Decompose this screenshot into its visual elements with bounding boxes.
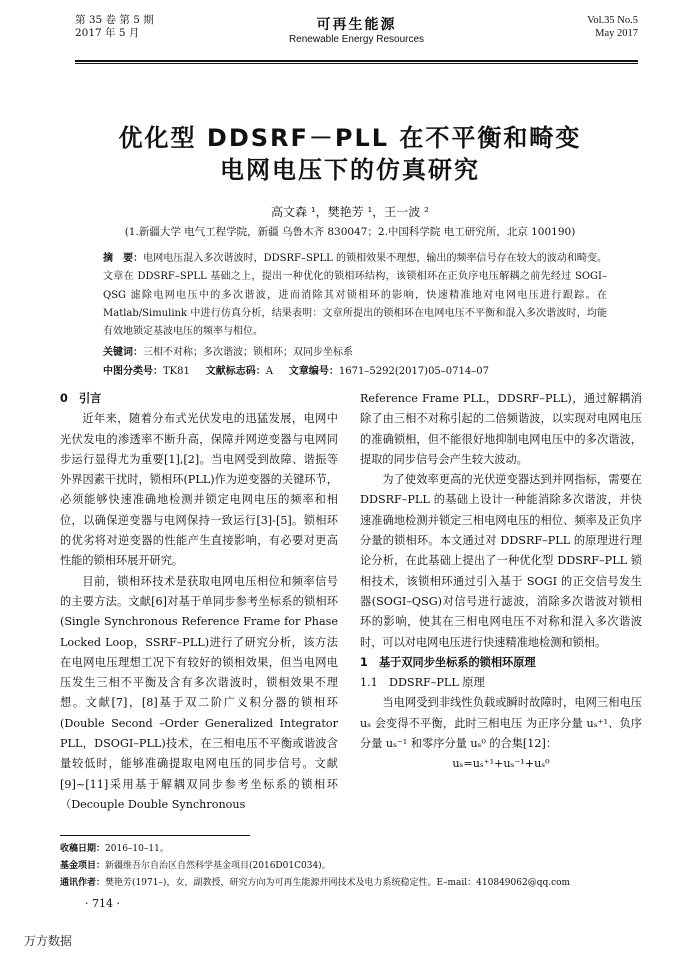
volume-cn: 第 35 卷 第 5 期 xyxy=(75,14,154,26)
journal-name-en: Renewable Energy Resources xyxy=(288,34,425,45)
page-number: · 714 · xyxy=(85,897,120,910)
header-right xyxy=(587,14,638,40)
articleno-label: 文章编号： xyxy=(288,366,339,377)
footnote-author: 通讯作者：樊艳芳(1971–)，女，副教授，研究方向为可再生能源并网技术及电力系统稳定性。E–mail：410849062@qq.com xyxy=(60,878,571,888)
journal-name-cn: 可再生能源 xyxy=(316,17,397,33)
watermark: 万方数据 xyxy=(24,934,73,948)
articleno-value: 1671–5292(2017)05–0714–07 xyxy=(338,366,489,377)
doccode-value: A xyxy=(265,366,274,377)
section-1-heading: 1 基于双同步坐标系的锁相环原理 xyxy=(360,655,536,669)
authors: 高文森 ¹，樊艳芳 ¹，王一波 ² xyxy=(271,205,429,219)
section-0-heading: 0 引言 xyxy=(60,392,102,405)
volume-en: Vol.35 No.5 xyxy=(587,15,638,26)
date-cn: 2017 年 5 月 xyxy=(75,27,140,39)
paragraph: 为了使效率更高的光伏逆变器达到并网指标，需要在 DDSRF–PLL 的基础上设计一种能消除多次谐波，并快速准确地检测并锁定三相电网电压的相位、频率及正负序分量的锁相环。本文通过对 DDSRF–PLL 的原理进行理论分析，在此基础上提出了一种优化型 DDSRF–PLL 锁相技术，该锁相环通过引入基于 SOGI 的正交信号发生器(SOGI–QSG)对信号进行滤波，消除多次谐波对锁相环的影响，使其在三相电网电压不对称和混入多次谐波时，可以对电网电压进行快速精准地检测和锁相。 xyxy=(360,473,642,649)
equation-1: uₛ=uₛ⁺¹+uₛ⁻¹+uₛ⁰ xyxy=(452,757,550,771)
footnote-rule xyxy=(60,835,250,836)
clc-value: TK81 xyxy=(163,366,190,377)
running-header xyxy=(75,14,638,60)
left-column xyxy=(60,389,338,815)
classification-line xyxy=(103,362,607,377)
keywords-label: 关键词： xyxy=(103,347,143,358)
abstract-label: 摘 要： xyxy=(103,253,144,264)
title-line-1: 优化型 DDSRF－PLL 在不平衡和畸变 xyxy=(118,124,582,152)
header-center xyxy=(75,14,638,45)
paragraph: Reference Frame PLL，DDSRF–PLL)，通过解耦消除了由三相不对称引起的二倍频谐波，以实现对电网电压的准确锁相，但不能很好地抑制电网电压中的多次谐波，提取的同步信号会产生较大波动。 xyxy=(360,392,642,466)
footnote-fund: 基金项目：新疆维吾尔自治区自然科学基金项目(2016D01C034)。 xyxy=(60,861,331,871)
keywords-text: 三相不对称；多次谐波；锁相环；双同步坐标系 xyxy=(143,347,353,358)
footnotes xyxy=(60,841,640,892)
paper-title xyxy=(60,122,640,186)
title-line-2: 电网电压下的仿真研究 xyxy=(220,156,480,184)
section-1-1-heading: 1.1 DDSRF–PLL 原理 xyxy=(360,676,485,690)
header-rule-thick xyxy=(75,60,638,62)
right-column xyxy=(360,389,642,775)
clc-label: 中图分类号： xyxy=(103,366,163,377)
abstract xyxy=(103,250,607,341)
abstract-text: 电网电压混入多次谐波时，DDSRF–SPLL 的锁相效果不理想，输出的频率信号存在较大的波动和畸变。文章在 DDSRF–SPLL 基础之上，提出一种优化的锁相环结构，该锁相环在正负序电压解耦之前先经过 SOGI–QSG 滤除电网电压中的多次谐波，进而消除其对锁相环的影响，快速精准地对电网电压进行跟踪。在 Matlab/Simulink 中进行仿真分析，结果表明：文章所提出的锁相环在电网电压不平衡和混入多次谐波时，均能有效地锁定基波电压的频率与相位。 xyxy=(103,253,607,338)
paragraph: 目前，锁相环技术是获取电网电压相位和频率信号的主要方法。文献[6]对基于单同步参考坐标系的锁相环(Single Synchronous Reference Frame for Phase Locked Loop，SSRF–PLL)进行了研究分析，该方法在电网电压理想工况下有较好的锁相效果，但当电网电压发生三相不平衡及含有多次谐波时，锁相效果不理想。文献[7]，[8]基于双二阶广义积分器的锁相环(Double Second –Order Generalized Integrator PLL，DSOGI–PLL)技术，在三相电压不平衡或谐波含量较低时，能够准确提取电网电压的同步信号。文献[9]~[11]采用基于解耦双同步参考坐标系的锁相环（Decouple Double Synchronous xyxy=(60,574,338,811)
paragraph: 近年来，随着分布式光伏发电的迅猛发展，电网中光伏发电的渗透率不断升高，保障并网逆变器与电网同步运行显得尤为重要[1],[2]。当电网受到故障、谐振等外界因素干扰时，锁相环(PLL)作为逆变器的关键环节，必须能够快速准确地检测并锁定电网电压的频率和相位，以确保逆变器与电网保持一致运行[3]-[5]。锁相环的优劣将对逆变器的性能产生直接影响，有必要对更高性能的锁相环展开研究。 xyxy=(60,412,338,568)
affiliation: (1.新疆大学 电气工程学院，新疆 乌鲁木齐 830047；2.中国科学院 电工研究所，北京 100190) xyxy=(124,226,576,238)
paragraph: 当电网受到非线性负载或瞬时故障时，电网三相电压 uₛ 会变得不平衡，此时三相电压 为正序分量 uₛ⁺¹、负序分量 uₛ⁻¹ 和零序分量 uₛ⁰ 的合集[12]： xyxy=(360,696,642,751)
doccode-label: 文献标志码： xyxy=(205,366,266,377)
keywords xyxy=(103,343,607,358)
date-en: May 2017 xyxy=(595,28,638,39)
footnote-received: 收稿日期：2016–10–11。 xyxy=(60,844,169,854)
header-rule-thin xyxy=(75,63,638,64)
